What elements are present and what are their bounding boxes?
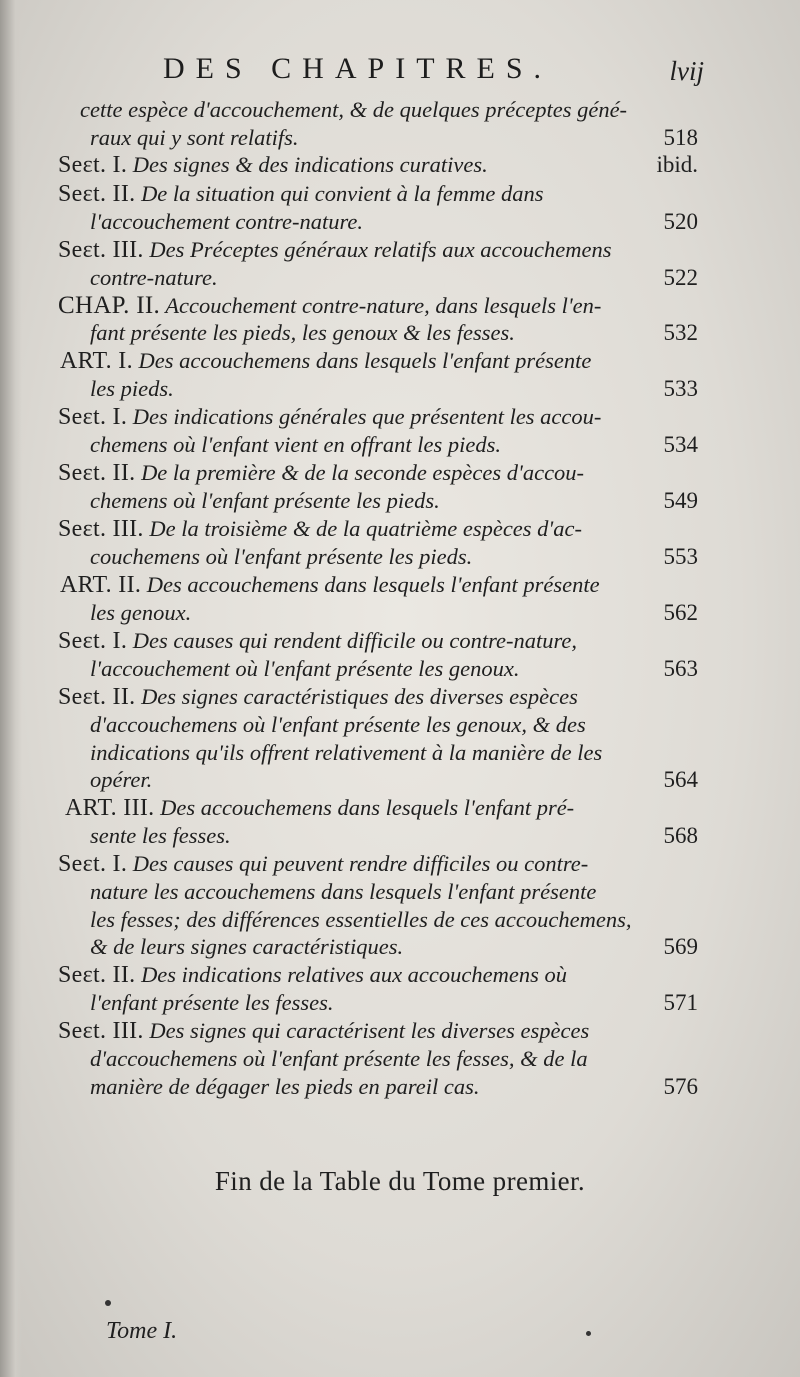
entry-text: l'enfant présente les fesses. xyxy=(90,990,334,1015)
entry-label: Seɛt. I. xyxy=(58,850,128,877)
toc-entry xyxy=(58,347,698,403)
entry-text: Des accouchemens dans lesquels l'enfant présente xyxy=(138,347,592,373)
entry-page-number: 568 xyxy=(663,823,698,848)
closing-line: Fin de la Table du Tome premier. xyxy=(214,1166,586,1196)
entry-text: Des accouchemens dans lesquels l'enfant présente xyxy=(146,571,600,597)
entry-text: chemens où l'enfant présente les pieds. xyxy=(90,488,440,513)
toc-entry xyxy=(58,515,698,571)
entry-text: Des signes caractéristiques des diverses espèces xyxy=(141,683,578,709)
entry-text: manière de dégager les pieds en pareil cas. xyxy=(90,1073,480,1099)
entry-continuation-line xyxy=(58,906,698,934)
entry-label: Seɛt. I. xyxy=(58,403,128,430)
entry-page-number: 522 xyxy=(663,265,698,290)
toc-entry xyxy=(58,180,698,236)
entry-text: d'accouchemens où l'enfant présente les genoux, & des xyxy=(90,712,586,737)
entry-first-line xyxy=(58,515,698,544)
entry-label: Seɛt. I. xyxy=(58,627,128,654)
entry-text: les pieds. xyxy=(90,376,174,401)
entry-first-line xyxy=(58,683,698,712)
entry-first-line xyxy=(58,627,698,656)
entry-text: cette espèce d'accouchement, & de quelques préceptes géné- xyxy=(80,97,628,122)
entry-page-number: 534 xyxy=(663,432,698,457)
entry-page-number: 553 xyxy=(663,544,698,569)
entry-text: & de leurs signes caractéristiques. xyxy=(90,934,404,959)
entry-label: Seɛt. II. xyxy=(58,459,136,486)
entry-text: contre-nature. xyxy=(90,265,218,290)
entry-first-line xyxy=(58,961,698,990)
entry-text: De la troisième & de la quatrième espèces d'ac- xyxy=(149,515,582,541)
entry-first-line xyxy=(58,96,698,124)
entry-continuation-line xyxy=(58,1073,698,1101)
entry-label: ART. III. xyxy=(65,794,155,821)
entry-text: Accouchement contre-nature, dans lesquels l'en- xyxy=(165,292,602,318)
entry-label: Seɛt. I. xyxy=(58,152,128,178)
entry-page-number: ibid. xyxy=(656,152,698,177)
entry-page-number: 549 xyxy=(663,488,698,513)
entry-continuation-line xyxy=(58,124,698,152)
entry-continuation-line xyxy=(58,1045,698,1073)
entry-text: Des signes & des indications curatives. xyxy=(132,152,488,177)
entry-continuation-line xyxy=(58,878,698,906)
entry-text: les fesses; des différences essentielles de ces accouchemens, xyxy=(90,906,632,932)
toc-entry xyxy=(58,459,698,515)
entry-first-line xyxy=(58,571,698,600)
entry-continuation-line xyxy=(58,599,698,627)
entry-first-line xyxy=(58,850,698,879)
entry-continuation-line xyxy=(58,208,698,236)
ink-dot xyxy=(586,1331,591,1336)
toc-entry xyxy=(58,961,698,1017)
toc-entry xyxy=(58,403,698,459)
entry-first-line xyxy=(58,151,698,180)
entry-text: fant présente les pieds, les genoux & les fesses. xyxy=(90,320,515,345)
entry-page-number: 533 xyxy=(663,376,698,401)
entry-text: chemens où l'enfant vient en offrant les pieds. xyxy=(90,432,501,457)
entry-first-line xyxy=(58,347,698,376)
entry-text: Des indications générales que présentent les accou- xyxy=(132,403,602,429)
toc-entry xyxy=(58,794,698,850)
page-header xyxy=(163,52,704,86)
entry-text: Des accouchemens dans lesquels l'enfant pré- xyxy=(160,794,575,820)
entry-continuation-line xyxy=(58,487,698,515)
entry-continuation-line xyxy=(58,989,698,1017)
running-title: DES CHAPITRES. xyxy=(163,52,553,85)
toc-entry xyxy=(58,96,698,151)
entry-page-number: 563 xyxy=(663,656,698,681)
entry-text: les genoux. xyxy=(90,600,192,625)
entry-text: nature les accouchemens dans lesquels l'enfant présente xyxy=(90,879,597,904)
entry-label: Seɛt. III. xyxy=(58,1017,144,1044)
entry-page-number: 520 xyxy=(663,209,698,234)
entry-continuation-line xyxy=(58,711,698,739)
entry-text: De la situation qui convient à la femme dans xyxy=(141,180,544,206)
entry-first-line xyxy=(58,403,698,432)
entry-first-line xyxy=(58,180,698,209)
entry-label: Seɛt. II. xyxy=(58,180,136,207)
entry-text: raux qui y sont relatifs. xyxy=(90,124,299,150)
entry-page-number: 564 xyxy=(663,767,698,792)
entry-continuation-line xyxy=(58,739,698,767)
entry-page-number: 518 xyxy=(663,124,698,150)
entry-text: indications qu'ils offrent relativement à la manière de les xyxy=(90,739,603,765)
entry-label: ART. II. xyxy=(60,571,142,598)
toc-entry xyxy=(58,683,698,794)
entry-text: Des causes qui peuvent rendre difficiles ou contre- xyxy=(132,850,589,876)
entry-text: Des indications relatives aux accouchemens où xyxy=(141,961,567,987)
entry-first-line xyxy=(58,1017,698,1046)
entry-page-number: 569 xyxy=(663,934,698,959)
table-of-contents xyxy=(58,96,698,1100)
entry-text: Des signes qui caractérisent les diverses espèces xyxy=(149,1017,590,1043)
entry-label: Seɛt. III. xyxy=(58,236,144,263)
entry-continuation-line xyxy=(58,933,698,961)
toc-entry xyxy=(58,236,698,292)
entry-text: l'accouchement contre-nature. xyxy=(90,209,364,234)
toc-entry xyxy=(58,151,698,180)
entry-page-number: 562 xyxy=(663,600,698,625)
entry-page-number: 576 xyxy=(663,1073,698,1099)
entry-text: De la première & de la seconde espèces d'accou- xyxy=(141,459,585,485)
entry-continuation-line xyxy=(58,655,698,683)
entry-first-line xyxy=(58,794,698,823)
entry-continuation-line xyxy=(58,543,698,571)
entry-label: CHAP. II. xyxy=(58,291,161,319)
entry-page-number: 571 xyxy=(663,990,698,1015)
toc-entry xyxy=(58,850,698,961)
entry-text: sente les fesses. xyxy=(90,823,231,848)
entry-text: opérer. xyxy=(90,767,153,792)
toc-entry xyxy=(58,571,698,627)
entry-continuation-line xyxy=(58,431,698,459)
toc-entry xyxy=(58,1017,698,1101)
entry-continuation-line xyxy=(58,375,698,403)
entry-label: Seɛt. II. xyxy=(58,683,136,710)
page-number: lvij xyxy=(669,56,704,86)
entry-continuation-line xyxy=(58,822,698,850)
entry-first-line xyxy=(58,459,698,488)
entry-first-line xyxy=(58,236,698,265)
entry-text: couchemens où l'enfant présente les pieds. xyxy=(90,544,473,569)
signature-mark: Tome I. xyxy=(106,1318,178,1344)
entry-continuation-line xyxy=(58,319,698,347)
entry-label: Seɛt. III. xyxy=(58,515,144,542)
entry-continuation-line xyxy=(58,264,698,292)
entry-text: Des causes qui rendent difficile ou contre-nature, xyxy=(132,627,578,653)
entry-page-number: 532 xyxy=(663,320,698,345)
entry-text: Des Préceptes généraux relatifs aux accouchemens xyxy=(149,236,612,262)
entry-continuation-line xyxy=(58,766,698,794)
entry-label: ART. I. xyxy=(60,347,133,374)
entry-first-line xyxy=(58,292,698,320)
toc-entry xyxy=(58,627,698,683)
entry-text: l'accouchement où l'enfant présente les genoux. xyxy=(90,656,520,681)
ink-dot xyxy=(105,1300,111,1306)
toc-entry xyxy=(58,292,698,347)
entry-text: d'accouchemens où l'enfant présente les fesses, & de la xyxy=(90,1046,588,1071)
entry-label: Seɛt. II. xyxy=(58,961,136,988)
